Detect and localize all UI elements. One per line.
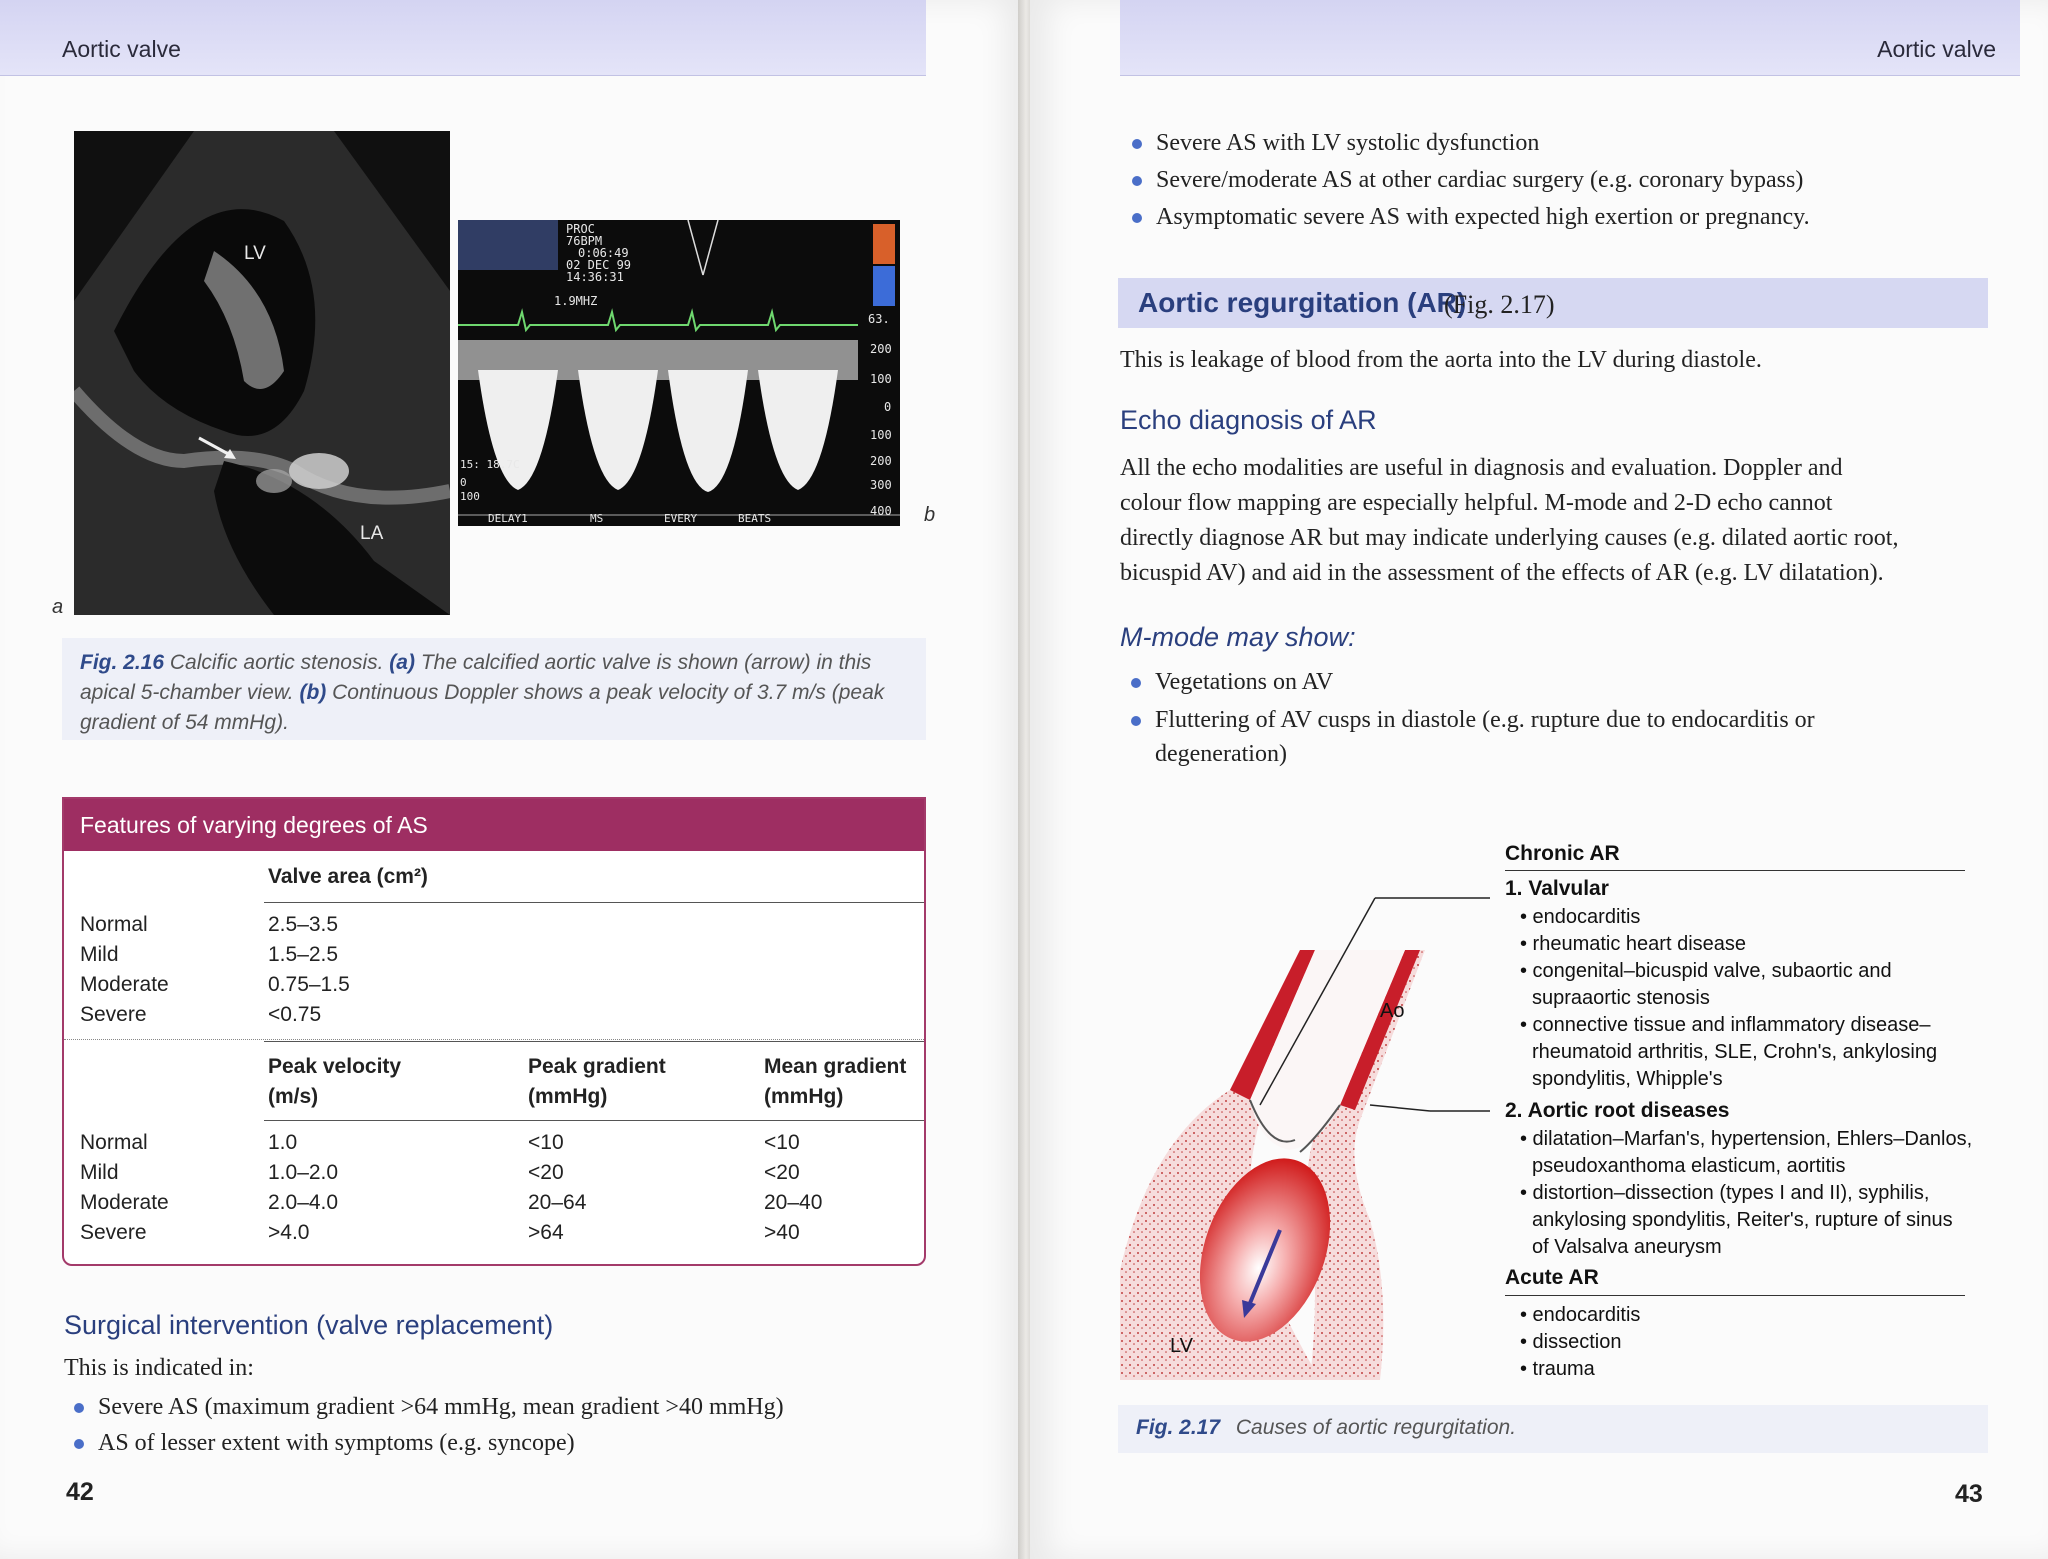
doppler-text-delay: DELAY1 [488,512,528,525]
vel-mean: 20–40 [764,1191,823,1214]
doppler-scale-200: 200 [870,342,892,356]
panel-letter-b: b [924,504,936,526]
valvular-item: rheumatoid arthritis, SLE, Crohn's, ankylosing [1532,1041,1938,1063]
valve-area-header: Valve area (cm²) [268,865,428,888]
valvular-item: spondylitis, Whipple's [1532,1068,1723,1090]
doppler-scale-neg400: 400 [870,504,892,518]
echo-line: All the echo modalities are useful in diagnosis and evaluation. Doppler and [1120,455,1843,481]
valvular-item: • connective tissue and inflammatory disease– [1520,1014,1931,1036]
vel-peak: 20–64 [528,1191,587,1214]
vel-grade: Mild [80,1161,119,1184]
caption-text: Causes of aortic regurgitation. [1235,1416,1517,1439]
table-rule [264,1120,924,1121]
table-rule [264,902,924,903]
doppler-text-freq: 1.9MHZ [554,294,598,308]
peak-gradient-header: Peak gradient [528,1055,666,1078]
doppler-graphic [458,220,900,526]
vel-velocity: 2.0–4.0 [268,1191,339,1214]
bullet-dot [1132,176,1142,186]
caption-text-2: The calcified aortic valve is shown (arrow) in this apical 5-chamber view. [80,651,872,704]
features-table [62,797,926,1266]
area-grade: Mild [80,943,119,966]
bullet-dot [1131,678,1141,688]
area-grade: Severe [80,1003,147,1026]
doppler-scale-0: 0 [884,400,892,414]
acute-ar-label: Acute AR [1505,1266,1599,1289]
surgical-bullet [98,1390,784,1424]
mmode-bullet [1155,703,1815,737]
mean-gradient-unit: (mmHg) [764,1085,844,1108]
vel-peak: >64 [528,1221,564,1244]
doppler-text-bpm: 76BPM [566,234,603,248]
doppler-scale-neg100: 100 [870,428,892,442]
area-value: 1.5–2.5 [268,943,339,966]
caption-a-marker: (a) [389,651,415,674]
root-item: of Valsalva aneurysm [1532,1236,1722,1258]
doppler-text-proc: PROC [566,222,595,236]
caption-label: Fig. 2.16 [80,651,165,674]
echo-line: bicuspid AV) and aid in the assessment of the effects of AR (e.g. LV dilatation). [1120,560,1884,586]
bullet-text: Severe AS (maximum gradient >64 mmHg, mean gradient >40 mmHg) [98,1394,784,1420]
doppler-scale-top: 63. [868,312,890,326]
bullet-text: Severe AS with LV systolic dysfunction [1156,130,1540,156]
aortic-root-label: 2. Aortic root diseases [1505,1099,1730,1122]
caption-label: Fig. 2.17 [1136,1416,1221,1439]
acute-item: • trauma [1520,1358,1595,1380]
doppler-side-text-1: 15: 18.7C [460,458,520,471]
header-title-left: Aortic valve [62,36,181,62]
page-number-left: 42 [66,1478,94,1506]
vel-mean: >40 [764,1221,800,1244]
peak-gradient-unit: (mmHg) [528,1085,608,1108]
ar-section-heading [1118,278,1988,328]
bullet-dot [1131,716,1141,726]
echo-image-apical-5-chamber [74,131,450,615]
velocity-header: Peak velocity [268,1055,402,1078]
area-grade: Moderate [80,973,169,996]
valvular-item: • congenital–bicuspid valve, subaortic and [1520,960,1892,982]
caption-b-marker: (b) [299,681,327,704]
surgical-intro: This is indicated in: [64,1355,254,1381]
doppler-text-ms: MS [590,512,604,525]
echo-label-la: LA [360,523,384,544]
bullet-text: Vegetations on AV [1155,669,1334,695]
acute-item: • dissection [1520,1331,1622,1353]
top-bullet [1156,200,1810,234]
acute-ar-rule [1505,1295,1965,1296]
vel-mean: <20 [764,1161,800,1184]
header-title-right: Aortic valve [1877,36,1996,62]
echo-line: directly diagnose AR but may indicate underlying causes (e.g. dilated aortic root, [1120,525,1899,551]
table-rule [264,1041,924,1042]
panel-letter-a: a [52,596,64,618]
bullet-text: Fluttering of AV cusps in diastole (e.g. rupture due to endocarditis or [1155,707,1815,733]
doppler-text-time1: 0:06:49 [578,246,629,260]
diagram-label-ao: Ao [1380,1000,1405,1022]
area-value: 2.5–3.5 [268,913,339,936]
vel-peak: <10 [528,1131,564,1154]
chronic-ar-rule [1505,870,1965,871]
vel-velocity: 1.0 [268,1131,298,1154]
area-value: <0.75 [268,1003,322,1026]
ar-heading-title: Aortic regurgitation (AR) [1138,287,1467,318]
mean-gradient-header: Mean gradient [764,1055,907,1078]
root-item: pseudoxanthoma elasticum, aortitis [1532,1155,1846,1177]
doppler-text-beats: BEATS [738,512,772,525]
caption-text-1: Calcific aortic stenosis. [169,651,384,674]
mmode-heading: M-mode may show: [1120,622,1356,652]
vel-peak: <20 [528,1161,564,1184]
valvular-label: 1. Valvular [1505,877,1609,900]
bullet-dot [1132,213,1142,223]
doppler-image [458,220,900,526]
acute-item: • endocarditis [1520,1304,1641,1326]
echo-label-lv: LV [244,243,266,264]
valvular-item: • endocarditis [1520,906,1641,928]
aortic-regurgitation-diagram [1120,890,1500,1380]
bullet-dot [1132,139,1142,149]
surgical-bullet [98,1426,575,1460]
diagram-label-lv: LV [1170,1335,1193,1357]
doppler-scale-neg300: 300 [870,478,892,492]
echo-sector-graphic [74,131,450,615]
doppler-side-text-3: 100 [460,490,480,503]
doppler-side-text-2: 0 [460,476,467,489]
root-item: ankylosing spondylitis, Reiter's, rupture of sinus [1532,1209,1953,1231]
doppler-text-date: 02 DEC 99 [566,258,632,272]
doppler-text-time2: 14:36:31 [566,270,624,284]
doppler-text-every: EVERY [664,512,698,525]
bullet-dot [74,1439,84,1449]
vel-mean: <10 [764,1131,800,1154]
vel-velocity: >4.0 [268,1221,310,1244]
chronic-ar-label: Chronic AR [1505,842,1620,865]
mmode-bullet [1155,665,1333,699]
top-bullet [1156,126,1539,160]
ar-heading-figure-ref: (Fig. 2.17) [1444,290,1555,319]
table-rule [64,1039,924,1040]
running-header-left [0,0,926,76]
bullet-text: Severe/moderate AS at other cardiac surgery (e.g. coronary bypass) [1156,167,1804,193]
area-value: 0.75–1.5 [268,973,350,996]
ar-definition: This is leakage of blood from the aorta into the LV during diastole. [1120,347,1762,373]
valvular-item: supraaortic stenosis [1532,987,1710,1009]
vel-velocity: 1.0–2.0 [268,1161,339,1184]
running-header-right [1120,0,2020,76]
vel-grade: Normal [80,1131,148,1154]
bullet-text: Asymptomatic severe AS with expected high exertion or pregnancy. [1156,204,1810,230]
doppler-scale-100: 100 [870,372,892,386]
root-item: • dilatation–Marfan's, hypertension, Ehlers–Danlos, [1520,1128,1973,1150]
page-number-right: 43 [1955,1480,1983,1508]
figure-caption-2-17 [1118,1405,1988,1453]
area-grade: Normal [80,913,148,936]
table-title: Features of varying degrees of AS [64,799,924,851]
root-item: • distortion–dissection (types I and II), syphilis, [1520,1182,1930,1204]
bullet-dot [74,1403,84,1413]
surgical-heading: Surgical intervention (valve replacement) [64,1310,554,1340]
velocity-unit: (m/s) [268,1085,319,1108]
mmode-bullet-continuation: degeneration) [1155,741,1287,767]
bullet-text: AS of lesser extent with symptoms (e.g. syncope) [98,1430,575,1456]
valvular-item: • rheumatic heart disease [1520,933,1747,955]
echo-diagnosis-heading: Echo diagnosis of AR [1120,405,1377,435]
figure-caption-2-16 [62,638,926,740]
caption-text-3: Continuous Doppler shows a peak velocity of 3.7 m/s (peak gradient of 54 mmHg). [80,681,885,734]
vel-grade: Severe [80,1221,147,1244]
echo-line: colour flow mapping are especially helpful. M-mode and 2-D echo cannot [1120,490,1833,516]
vel-grade: Moderate [80,1191,169,1214]
top-bullet [1156,163,1803,197]
doppler-scale-neg200: 200 [870,454,892,468]
